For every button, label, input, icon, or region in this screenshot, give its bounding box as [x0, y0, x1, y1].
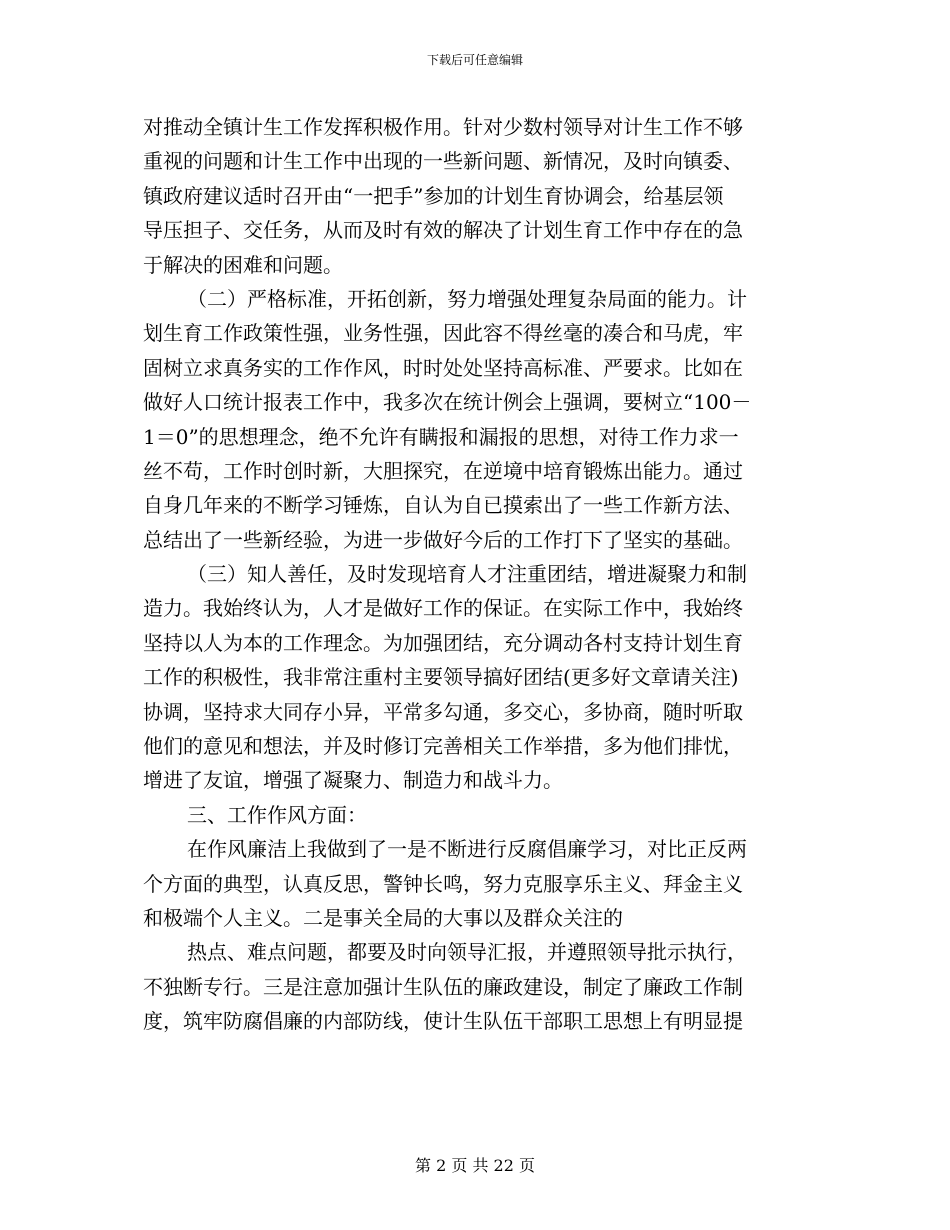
paragraph-first-line: 在作风廉洁上我做到了一是不断进行反腐倡廉学习，对比正反两	[187, 837, 747, 862]
body-line: 自身几年来的不断学习锤炼，自认为自已摸索出了一些工作新方法、	[143, 493, 743, 518]
paragraph-first-line: （二）严格标准，开拓创新，努力增强处理复杂局面的能力。计	[187, 286, 747, 311]
body-line: 1＝0”的思想理念，绝不允许有瞒报和漏报的思想，对待工作力求一	[143, 424, 739, 449]
body-line: 镇政府建议适时召开由“一把手”参加的计划生育协调会，给基层领	[143, 183, 724, 208]
body-line: 对推动全镇计生工作发挥积极作用。针对少数村领导对计生工作不够	[143, 115, 743, 139]
body-line: 工作的积极性，我非常注重村主要领导搞好团结(更多好文章请关注)	[143, 665, 739, 690]
section-heading: 三、工作作风方面：	[187, 802, 367, 827]
paragraph-first-line: 热点、难点问题，都要及时向领导汇报，并遵照领导批示执行，	[187, 940, 747, 965]
body-line: 协调，坚持求大同存小异，平常多勾通，多交心，多协商，随时听取	[143, 699, 743, 724]
body-line: 度，筑牢防腐倡廉的内部防线，使计生队伍干部职工思想上有明显提	[143, 1009, 743, 1034]
body-line: 不独断专行。三是注意加强计生队伍的廉政建设，制定了廉政工作制	[143, 974, 743, 999]
body-line: 他们的意见和想法，并及时修订完善相关工作举措，多为他们排忧，	[143, 734, 743, 759]
body-line: 坚持以人为本的工作理念。为加强团结，充分调动各村支持计划生育	[143, 630, 743, 655]
document-body	[143, 110, 803, 1039]
body-line: 丝不苟，工作时创时新，大胆探究，在逆境中培育锻炼出能力。通过	[143, 458, 743, 483]
body-line: 划生育工作政策性强，业务性强，因此容不得丝毫的凑合和马虎，牢	[143, 321, 743, 346]
body-line: 于解决的困难和问题。	[143, 252, 343, 277]
body-line: 导压担子、交任务，从而及时有效的解决了计划生育工作中存在的急	[143, 218, 743, 243]
body-line: 总结出了一些新经验，为进一步做好今后的工作打下了坚实的基础。	[143, 527, 743, 552]
body-line: 重视的问题和计生工作中出现的一些新问题、新情况，及时向镇委、	[143, 149, 743, 174]
body-line: 和极端个人主义。二是事关全局的大事以及群众关注的	[143, 905, 623, 930]
body-line: 个方面的典型，认真反思，警钟长鸣，努力克服享乐主义、拜金主义	[143, 871, 743, 896]
body-line: 增进了友谊，增强了凝聚力、制造力和战斗力。	[143, 768, 563, 793]
body-line: 固树立求真务实的工作作风，时时处处坚持高标准、严要求。比如在	[143, 355, 743, 380]
page-number-footer: 第 2 页 共 22 页	[415, 1156, 535, 1175]
body-line: 做好人口统计报表工作中，我多次在统计例会上强调，要树立“100－	[143, 390, 752, 415]
paragraph-first-line: （三）知人善任，及时发现培育人才注重团结，增进凝聚力和制	[187, 562, 747, 587]
page-header: 下载后可任意编辑	[426, 53, 523, 67]
body-line: 造力。我始终认为，人才是做好工作的保证。在实际工作中，我始终	[143, 596, 743, 621]
